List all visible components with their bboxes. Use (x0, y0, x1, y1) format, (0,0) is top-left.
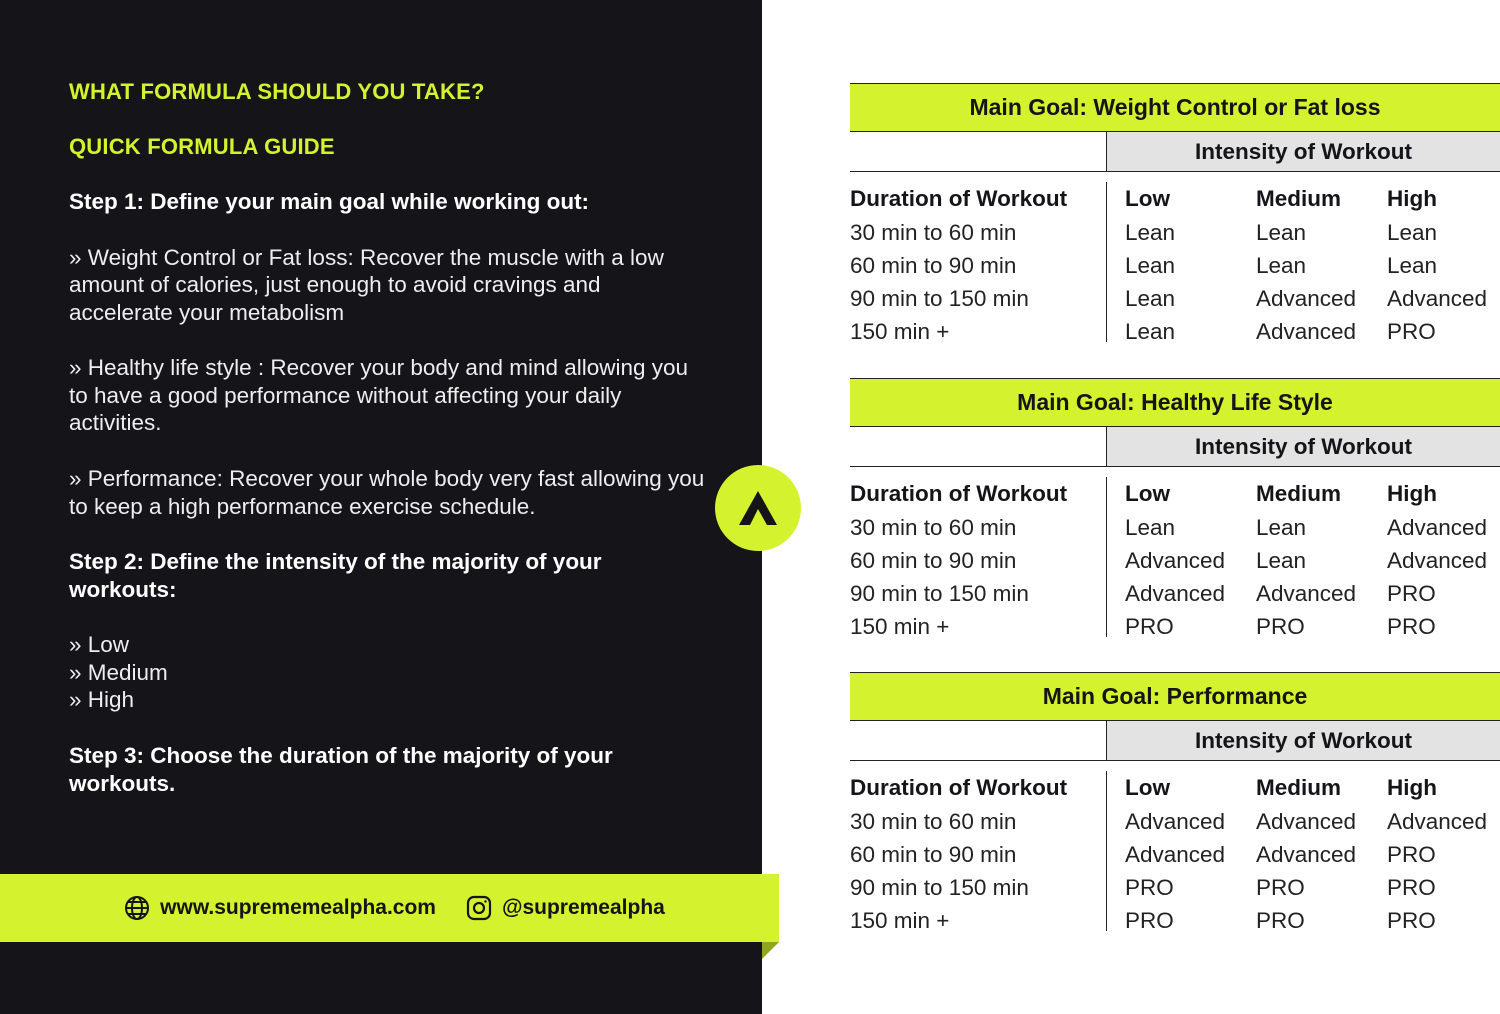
instagram-handle: @supremealpha (501, 896, 665, 919)
medium-cell: Advanced (1256, 319, 1357, 344)
table-row (850, 315, 1500, 348)
medium-cell: Advanced (1256, 286, 1357, 311)
table-performance (850, 672, 1500, 937)
duration-cell: 150 min + (850, 908, 950, 933)
goal-performance: » Performance: Recover your whole body very fast allowing you to keep a high performance exercise schedule. (69, 466, 705, 519)
low-cell: Lean (1125, 220, 1176, 245)
table-row (850, 610, 1500, 643)
table-row (850, 511, 1500, 544)
low-cell: Lean (1125, 319, 1176, 344)
footer-band (0, 874, 779, 942)
intensity-header-row (850, 427, 1500, 467)
footer-fold (762, 942, 779, 959)
intensity-high: » High (69, 687, 135, 713)
medium-cell: PRO (1256, 908, 1305, 933)
medium-cell: Lean (1256, 515, 1307, 540)
table-row (850, 249, 1500, 282)
low-cell: Advanced (1125, 842, 1226, 867)
table-header-row (850, 182, 1500, 216)
header-low: Low (1125, 186, 1170, 211)
step-3: Step 3: Choose the duration of the majority of your workouts. (69, 743, 613, 796)
website-link[interactable] (124, 895, 436, 921)
duration-cell: 60 min to 90 min (850, 253, 1017, 278)
table-row (850, 838, 1500, 871)
table-grid (850, 182, 1500, 348)
table-row (850, 871, 1500, 904)
table-title: Main Goal: Weight Control or Fat loss (850, 83, 1500, 132)
low-cell: Lean (1125, 286, 1176, 311)
main-heading: WHAT FORMULA SHOULD YOU TAKE? (69, 79, 485, 104)
header-duration: Duration of Workout (850, 481, 1068, 506)
table-header-row (850, 477, 1500, 511)
low-cell: PRO (1125, 908, 1174, 933)
medium-cell: Advanced (1256, 809, 1357, 834)
medium-cell: Advanced (1256, 581, 1357, 606)
low-cell: PRO (1125, 614, 1174, 639)
high-cell: PRO (1387, 581, 1436, 606)
high-cell: Lean (1387, 253, 1438, 278)
header-medium: Medium (1256, 186, 1342, 211)
medium-cell: Advanced (1256, 842, 1357, 867)
header-low: Low (1125, 481, 1170, 506)
duration-cell: 150 min + (850, 614, 950, 639)
medium-cell: PRO (1256, 875, 1305, 900)
low-cell: Advanced (1125, 581, 1226, 606)
header-high: High (1387, 186, 1437, 211)
table-row (850, 904, 1500, 937)
header-high: High (1387, 775, 1437, 800)
intensity-label: Intensity of Workout (1106, 427, 1500, 466)
high-cell: PRO (1387, 875, 1436, 900)
high-cell: PRO (1387, 908, 1436, 933)
table-header-row (850, 771, 1500, 805)
intensity-medium: » Medium (69, 659, 168, 685)
step-1: Step 1: Define your main goal while working out: (69, 189, 590, 214)
high-cell: Advanced (1387, 809, 1488, 834)
header-medium: Medium (1256, 775, 1342, 800)
header-medium: Medium (1256, 481, 1342, 506)
high-cell: Advanced (1387, 548, 1488, 573)
high-cell: Advanced (1387, 286, 1488, 311)
duration-cell: 60 min to 90 min (850, 842, 1017, 867)
header-low: Low (1125, 775, 1170, 800)
goal-weight-control: » Weight Control or Fat loss: Recover the muscle with a low amount of calories, just enough to avoid cravings and accelerate your metabolism (69, 244, 664, 325)
header-duration: Duration of Workout (850, 775, 1068, 800)
table-row (850, 805, 1500, 838)
low-cell: Advanced (1125, 809, 1226, 834)
intensity-list (69, 631, 709, 714)
instagram-icon (466, 895, 492, 921)
intensity-low: » Low (69, 632, 130, 658)
alpha-logo-icon (715, 465, 801, 551)
duration-cell: 150 min + (850, 319, 950, 344)
header-high: High (1387, 481, 1437, 506)
table-healthy-life-style (850, 378, 1500, 643)
low-cell: PRO (1125, 875, 1174, 900)
website-text: www.suprememealpha.com (160, 896, 436, 919)
intensity-header-row (850, 132, 1500, 172)
intensity-label: Intensity of Workout (1106, 721, 1500, 760)
sub-heading: QUICK FORMULA GUIDE (69, 134, 335, 159)
high-cell: Lean (1387, 220, 1438, 245)
duration-cell: 30 min to 60 min (850, 809, 1017, 834)
table-title: Main Goal: Performance (850, 672, 1500, 721)
low-cell: Lean (1125, 253, 1176, 278)
goal-healthy-life: » Healthy life style : Recover your body and mind allowing you to have a good performance without affecting your daily activities. (69, 355, 689, 436)
high-cell: PRO (1387, 319, 1436, 344)
high-cell: PRO (1387, 614, 1436, 639)
high-cell: PRO (1387, 842, 1436, 867)
table-row (850, 282, 1500, 315)
duration-cell: 90 min to 150 min (850, 875, 1029, 900)
duration-cell: 30 min to 60 min (850, 220, 1017, 245)
table-title: Main Goal: Healthy Life Style (850, 378, 1500, 427)
table-row (850, 216, 1500, 249)
high-cell: Advanced (1387, 515, 1488, 540)
table-row (850, 544, 1500, 577)
low-cell: Lean (1125, 515, 1176, 540)
duration-cell: 60 min to 90 min (850, 548, 1017, 573)
globe-icon (124, 895, 150, 921)
duration-cell: 90 min to 150 min (850, 581, 1029, 606)
instagram-link[interactable] (466, 895, 665, 921)
duration-cell: 30 min to 60 min (850, 515, 1017, 540)
step-2: Step 2: Define the intensity of the majority of your workouts: (69, 549, 602, 602)
intensity-label: Intensity of Workout (1106, 132, 1500, 171)
medium-cell: Lean (1256, 220, 1307, 245)
intensity-header-row (850, 721, 1500, 761)
low-cell: Advanced (1125, 548, 1226, 573)
medium-cell: Lean (1256, 253, 1307, 278)
duration-cell: 90 min to 150 min (850, 286, 1029, 311)
table-grid (850, 771, 1500, 937)
header-duration: Duration of Workout (850, 186, 1068, 211)
table-weight-control (850, 83, 1500, 348)
medium-cell: Lean (1256, 548, 1307, 573)
table-grid (850, 477, 1500, 643)
medium-cell: PRO (1256, 614, 1305, 639)
table-row (850, 577, 1500, 610)
formula-guide-text (69, 78, 709, 825)
